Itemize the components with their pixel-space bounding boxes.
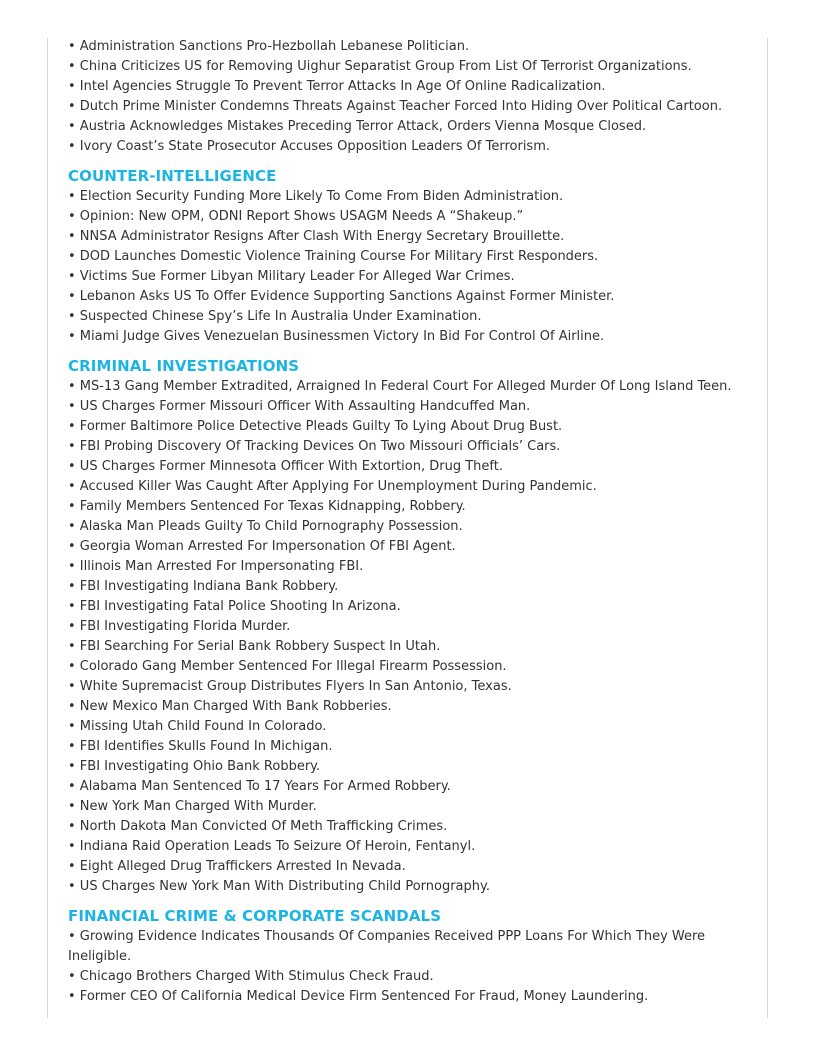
list-item[interactable]: • Chicago Brothers Charged With Stimulus Check Fraud. <box>68 969 434 984</box>
list-item[interactable]: • Indiana Raid Operation Leads To Seizure Of Heroin, Fentanyl. <box>68 839 476 854</box>
list-item[interactable]: • Alaska Man Pleads Guilty To Child Pornography Possession. <box>68 519 463 534</box>
list-item[interactable]: • Opinion: New OPM, ODNI Report Shows USAGM Needs A “Shakeup.” <box>68 209 524 224</box>
list-item[interactable]: • Intel Agencies Struggle To Prevent Terror Attacks In Age Of Online Radicalization. <box>68 79 606 94</box>
list-item[interactable]: • Alabama Man Sentenced To 17 Years For Armed Robbery. <box>68 779 451 794</box>
list-item[interactable]: • Victims Sue Former Libyan Military Leader For Alleged War Crimes. <box>68 269 515 284</box>
list-item[interactable]: • FBI Identifies Skulls Found In Michigan. <box>68 739 333 754</box>
list-item[interactable]: • Suspected Chinese Spy’s Life In Australia Under Examination. <box>68 309 482 324</box>
newsletter-content <box>68 37 758 1007</box>
list-item[interactable]: • Missing Utah Child Found In Colorado. <box>68 719 327 734</box>
list-item[interactable]: • Colorado Gang Member Sentenced For Illegal Firearm Possession. <box>68 659 507 674</box>
list-item[interactable]: • FBI Investigating Indiana Bank Robbery. <box>68 579 339 594</box>
list-item[interactable]: • New York Man Charged With Murder. <box>68 799 317 814</box>
list-item[interactable]: • DOD Launches Domestic Violence Training Course For Military First Responders. <box>68 249 599 264</box>
list-item[interactable]: • MS-13 Gang Member Extradited, Arraigned In Federal Court For Alleged Murder Of Long Island Teen. <box>68 379 732 394</box>
list-item[interactable]: • FBI Probing Discovery Of Tracking Devices On Two Missouri Officials’ Cars. <box>68 439 561 454</box>
list-item[interactable]: • FBI Searching For Serial Bank Robbery Suspect In Utah. <box>68 639 441 654</box>
list-item[interactable]: • New Mexico Man Charged With Bank Robberies. <box>68 699 392 714</box>
list-item[interactable]: • North Dakota Man Convicted Of Meth Trafficking Crimes. <box>68 819 448 834</box>
terrorism-list <box>68 37 758 157</box>
list-item[interactable]: • Lebanon Asks US To Offer Evidence Supporting Sanctions Against Former Minister. <box>68 289 615 304</box>
counter-intelligence-list <box>68 187 758 347</box>
list-item[interactable]: • Growing Evidence Indicates Thousands Of Companies Received PPP Loans For Which They Were Ineligible. <box>68 929 706 964</box>
list-item[interactable]: • Election Security Funding More Likely To Come From Biden Administration. <box>68 189 564 204</box>
financial-crime-list <box>68 927 758 1007</box>
section-heading-financial-crime: FINANCIAL CRIME & CORPORATE SCANDALS <box>68 907 442 925</box>
section-heading-counter-intelligence: COUNTER-INTELLIGENCE <box>68 167 277 185</box>
list-item[interactable]: • NNSA Administrator Resigns After Clash With Energy Secretary Brouillette. <box>68 229 565 244</box>
list-item[interactable]: • FBI Investigating Fatal Police Shooting In Arizona. <box>68 599 401 614</box>
list-item[interactable]: • Georgia Woman Arrested For Impersonation Of FBI Agent. <box>68 539 456 554</box>
list-item[interactable]: • Former CEO Of California Medical Device Firm Sentenced For Fraud, Money Laundering. <box>68 989 649 1004</box>
criminal-investigations-list <box>68 377 758 897</box>
list-item[interactable]: • US Charges Former Minnesota Officer With Extortion, Drug Theft. <box>68 459 503 474</box>
list-item[interactable]: • Austria Acknowledges Mistakes Preceding Terror Attack, Orders Vienna Mosque Closed. <box>68 119 647 134</box>
list-item[interactable]: • FBI Investigating Ohio Bank Robbery. <box>68 759 321 774</box>
list-item[interactable]: • White Supremacist Group Distributes Flyers In San Antonio, Texas. <box>68 679 512 694</box>
list-item[interactable]: • Eight Alleged Drug Traffickers Arrested In Nevada. <box>68 859 406 874</box>
list-item[interactable]: • Former Baltimore Police Detective Pleads Guilty To Lying About Drug Bust. <box>68 419 563 434</box>
list-item[interactable]: • Miami Judge Gives Venezuelan Businessmen Victory In Bid For Control Of Airline. <box>68 329 605 344</box>
list-item[interactable]: • China Criticizes US for Removing Uighur Separatist Group From List Of Terrorist Organizations. <box>68 59 692 74</box>
list-item[interactable]: • US Charges Former Missouri Officer With Assaulting Handcuffed Man. <box>68 399 531 414</box>
section-heading-criminal-investigations: CRIMINAL INVESTIGATIONS <box>68 357 300 375</box>
list-item[interactable]: • Administration Sanctions Pro-Hezbollah Lebanese Politician. <box>68 39 470 54</box>
list-item[interactable]: • Dutch Prime Minister Condemns Threats Against Teacher Forced Into Hiding Over Political Cartoon. <box>68 99 723 114</box>
list-item[interactable]: • Accused Killer Was Caught After Applying For Unemployment During Pandemic. <box>68 479 597 494</box>
list-item[interactable]: • Illinois Man Arrested For Impersonating FBI. <box>68 559 364 574</box>
list-item[interactable]: • Ivory Coast’s State Prosecutor Accuses Opposition Leaders Of Terrorism. <box>68 139 550 154</box>
list-item[interactable]: • FBI Investigating Florida Murder. <box>68 619 291 634</box>
list-item[interactable]: • Family Members Sentenced For Texas Kidnapping, Robbery. <box>68 499 466 514</box>
list-item[interactable]: • US Charges New York Man With Distributing Child Pornography. <box>68 879 490 894</box>
